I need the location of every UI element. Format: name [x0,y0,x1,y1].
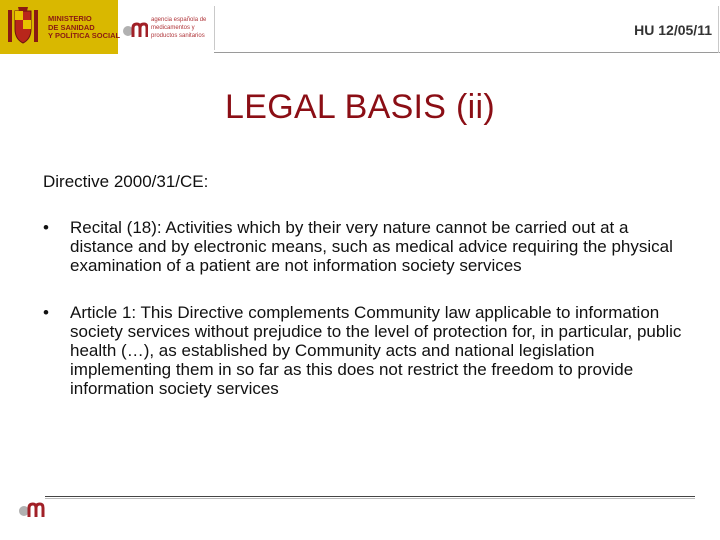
ministry-line-3: Y POLÍTICA SOCIAL [48,31,121,40]
header-divider-horizontal [214,52,720,53]
aemps-logo-icon [122,20,148,38]
bullet-text: Article 1: This Directive complements Community law applicable to information society services without prejudice to the level of protection for, in particular, public health (…), as established by Community acts and national legislation implementing them in so far as this does not restrict the freedom to provide information society services [70,303,682,398]
ministry-line-2: DE SANIDAD [48,22,95,32]
bullet-list [43,218,683,426]
footer-divider [45,496,695,497]
ministry-line-1: MINISTERIO [48,14,92,23]
bullet-item-recital [43,218,683,275]
bullet-item-article [43,303,683,398]
ministry-logo [0,0,121,54]
agency-logo [118,0,214,54]
agency-line-3: productos sanitarios [151,33,205,39]
header-divider-vertical [214,6,215,50]
footer-aemps-logo-icon [17,500,45,518]
slide-header [0,0,720,54]
agency-line-1: agencia española de [151,17,207,23]
header-divider-right [718,6,719,53]
slide-date: HU 12/05/11 [634,22,712,38]
bullet-marker: • [43,218,49,237]
ministry-name [48,14,121,41]
agency-name [151,16,215,40]
slide-title: LEGAL BASIS (ii) [225,88,495,126]
slide-subtitle: Directive 2000/31/CE: [43,172,209,191]
spanish-crest-icon [6,7,40,47]
footer-divider-shadow [45,498,695,499]
agency-line-2: medicamentos y [151,25,195,31]
bullet-text: Recital (18): Activities which by their very nature cannot be carried out at a distance and by electronic means, such as medical advice requiring the physical examination of a patient are not information society services [70,218,673,275]
bullet-marker: • [43,303,49,322]
